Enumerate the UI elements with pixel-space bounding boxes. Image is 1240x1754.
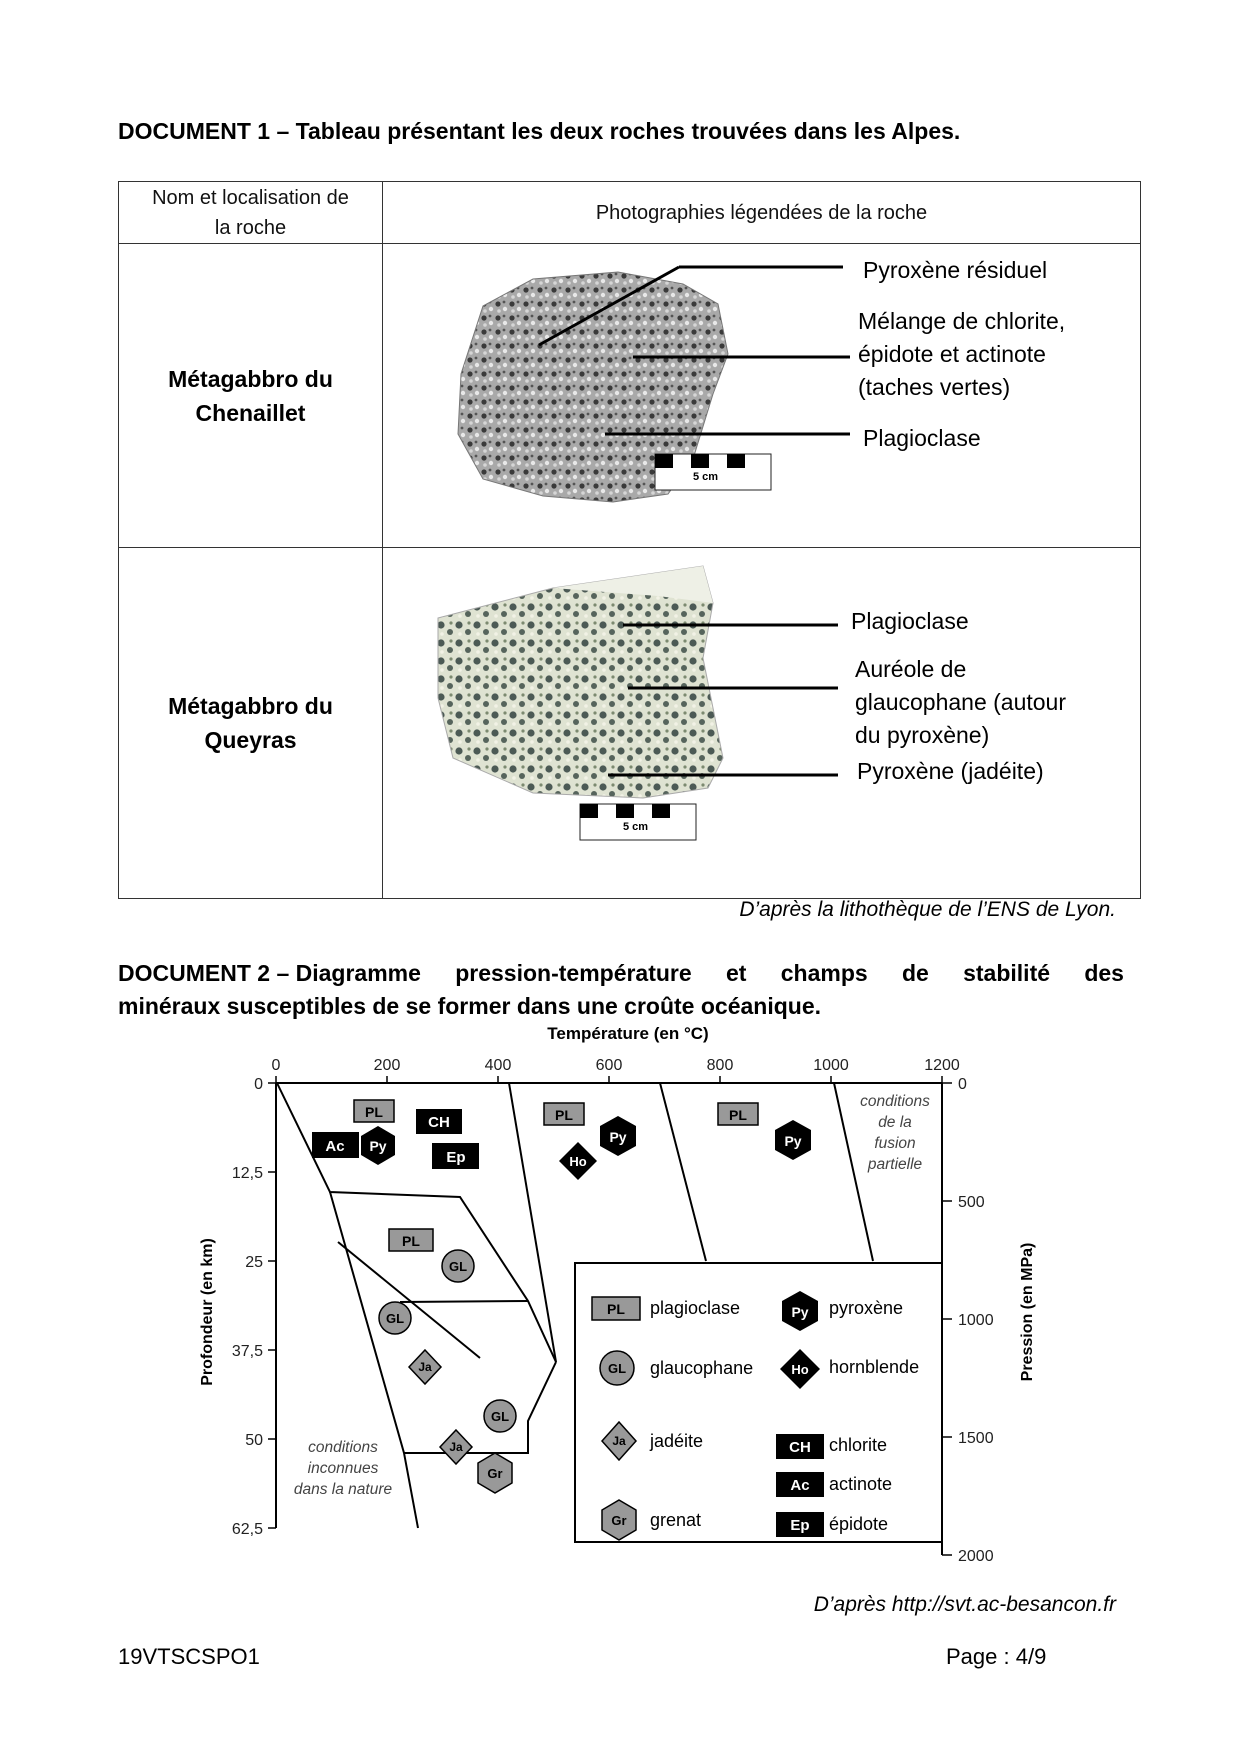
symbol-gr: Gr: [487, 1466, 503, 1481]
x-tick-label: 800: [706, 1057, 734, 1074]
doc2-title-word: et: [725, 960, 747, 986]
symbol-ch: CH: [428, 1114, 450, 1131]
legend-code: Py: [791, 1304, 809, 1320]
rock2-label-jadeite: Pyroxène (jadéite): [857, 758, 1044, 784]
legend-label: jadéite: [650, 1431, 704, 1451]
pt-diagram: [0, 1020, 1240, 1580]
symbol-pl: PL: [402, 1233, 420, 1249]
footer-code: 19VTSCSPO1: [118, 1644, 260, 1669]
rock2-label-glaucophane-line1: Auréole de: [855, 656, 967, 682]
y-left-tick-label: 62,5: [231, 1521, 263, 1538]
rock2-label-glaucophane-line3: du pyroxène): [855, 722, 990, 748]
doc2-title-word: champs: [780, 960, 868, 986]
symbol-gl: GL: [490, 1409, 510, 1424]
symbol-gl: GL: [385, 1311, 405, 1326]
rock1-name: [119, 244, 383, 548]
unknown-line: inconnues: [307, 1460, 379, 1477]
doc1-credit: D’après la lithothèque de l’ENS de Lyon.: [739, 898, 1116, 921]
rock1-label-chlorite-line1: Mélange de chlorite,: [858, 308, 1066, 334]
field-1-symbols: [312, 1100, 479, 1169]
y-left-ticks: [232, 1076, 276, 1538]
rock2-name-line1: Métagabbro du: [168, 693, 333, 719]
rock1-name-line2: Chenaillet: [195, 399, 306, 426]
field-4-symbols: [389, 1229, 474, 1282]
rock1-scale-bar: [655, 454, 771, 490]
y-left-tick-label: 37,5: [231, 1343, 263, 1360]
symbol-ja: Ja: [418, 1360, 432, 1374]
doc2-title-word: pression-température: [455, 960, 692, 986]
legend-code: Ho: [791, 1362, 809, 1377]
unknown-annotation: [294, 1439, 393, 1498]
symbol-gl: GL: [448, 1259, 468, 1274]
fusion-line: fusion: [874, 1135, 916, 1152]
legend-label: actinote: [829, 1474, 893, 1494]
legend-code: PL: [607, 1301, 625, 1317]
legend-label: épidote: [829, 1514, 889, 1534]
y-left-tick-label: 0: [254, 1076, 263, 1093]
unknown-line: conditions: [308, 1439, 378, 1456]
legend-label: pyroxène: [829, 1298, 904, 1318]
doc2-title-word: des: [1084, 960, 1124, 986]
x-tick-label: 400: [484, 1057, 512, 1074]
legend-code: Ja: [612, 1434, 626, 1448]
y-right-tick-label: 1500: [958, 1430, 994, 1447]
symbol-ja: Ja: [449, 1440, 463, 1454]
unknown-line: dans la nature: [293, 1481, 393, 1498]
doc2-title-word: DOCUMENT 2 – Diagramme: [118, 960, 421, 986]
y-left-tick-label: 50: [245, 1432, 263, 1449]
rock2-label-glaucophane-line2: glaucophane (autour: [855, 689, 1066, 715]
legend-code: Ep: [790, 1517, 810, 1534]
y-right-tick-label: 2000: [958, 1548, 994, 1565]
doc1-title: DOCUMENT 1 – Tableau présentant les deux roches trouvées dans les Alpes.: [118, 118, 961, 144]
rock1-name-line1: Métagabbro du: [168, 365, 333, 392]
y-right-ticks: [942, 1076, 994, 1565]
y-right-title: Pression (en MPa): [1019, 1242, 1036, 1382]
symbol-py: Py: [784, 1133, 802, 1149]
symbol-py: Py: [609, 1129, 627, 1145]
symbol-py: Py: [369, 1138, 387, 1154]
x-tick-label: 1000: [813, 1057, 849, 1074]
header-photos: Photographies légendées de la roche: [383, 182, 1141, 244]
y-left-title: Profondeur (en km): [199, 1238, 216, 1386]
field-2-symbols: [544, 1103, 636, 1180]
y-left-tick-label: 12,5: [231, 1165, 263, 1182]
doc2-title-line2: minéraux susceptibles de se former dans une croûte océanique.: [118, 993, 822, 1019]
rock1-label-chlorite-line2: épidote et actinote: [858, 341, 1046, 367]
legend-label: glaucophane: [650, 1358, 754, 1378]
legend-code: Ac: [790, 1477, 810, 1494]
rock2-photo: [383, 548, 1141, 898]
y-right-tick-label: 500: [958, 1194, 985, 1211]
symbol-ep: Ep: [446, 1149, 466, 1166]
header-col1-line2: la roche: [214, 216, 287, 239]
rock2-photo-cell: [383, 548, 1141, 899]
rock1-photo: [383, 244, 1141, 547]
rock1-label-plagioclase: Plagioclase: [863, 425, 981, 451]
symbol-pl: PL: [555, 1107, 573, 1123]
rock1-label-pyroxene: Pyroxène résiduel: [863, 257, 1048, 283]
fusion-line: conditions: [860, 1093, 930, 1110]
doc2-credit: D’après http://svt.ac-besancon.fr: [813, 1593, 1116, 1616]
x-tick-label: 200: [373, 1057, 401, 1074]
fusion-annotation: [860, 1093, 930, 1173]
symbol-ho: Ho: [569, 1154, 587, 1169]
legend-label: plagioclase: [650, 1298, 741, 1318]
header-rock-name: [119, 182, 383, 244]
field-5-symbols: [379, 1302, 441, 1384]
fusion-line: partielle: [867, 1156, 923, 1173]
fusion-line: de la: [878, 1114, 912, 1131]
rock1-scale-label: 5 cm: [693, 471, 719, 483]
field-3-symbols: [718, 1103, 811, 1160]
legend-code: CH: [789, 1439, 811, 1456]
legend-code: GL: [607, 1361, 627, 1376]
legend-label: chlorite: [829, 1435, 888, 1455]
legend-code: Gr: [611, 1513, 627, 1528]
x-axis-title: Température (en °C): [547, 1024, 709, 1043]
symbol-pl: PL: [365, 1104, 383, 1120]
rock2-label-plagioclase: Plagioclase: [851, 608, 969, 634]
x-tick-label: 0: [271, 1057, 281, 1074]
table-row: [119, 244, 1141, 548]
y-left-tick-label: 25: [245, 1254, 263, 1271]
legend: [575, 1263, 942, 1542]
rock2-scale-label: 5 cm: [623, 821, 649, 833]
y-right-tick-label: 0: [958, 1076, 967, 1093]
legend-label: hornblende: [829, 1357, 920, 1377]
table-row: [119, 548, 1141, 899]
rock1-label-chlorite-line3: (taches vertes): [858, 374, 1011, 400]
rocks-table: [118, 181, 1141, 899]
field-6-symbols: [440, 1400, 516, 1493]
symbol-ac: Ac: [325, 1138, 345, 1155]
legend-label: grenat: [650, 1510, 702, 1530]
rock2-name-line2: Queyras: [204, 727, 297, 753]
rock2-name: [119, 548, 383, 899]
rock1-photo-cell: [383, 244, 1141, 548]
x-tick-label: 1200: [924, 1057, 960, 1074]
header-col1-line1: Nom et localisation de: [152, 186, 349, 209]
doc2-title-word: de: [901, 960, 929, 986]
doc2-title: [118, 957, 1124, 1023]
y-right-tick-label: 1000: [958, 1312, 994, 1329]
x-tick-label: 600: [595, 1057, 623, 1074]
x-ticks: [272, 1057, 960, 1083]
footer-page: Page : 4/9: [946, 1644, 1047, 1669]
symbol-pl: PL: [729, 1107, 747, 1123]
rock2-scale-bar: [580, 804, 696, 840]
table-header-row: [119, 182, 1141, 244]
doc2-title-word: stabilité: [963, 960, 1051, 986]
